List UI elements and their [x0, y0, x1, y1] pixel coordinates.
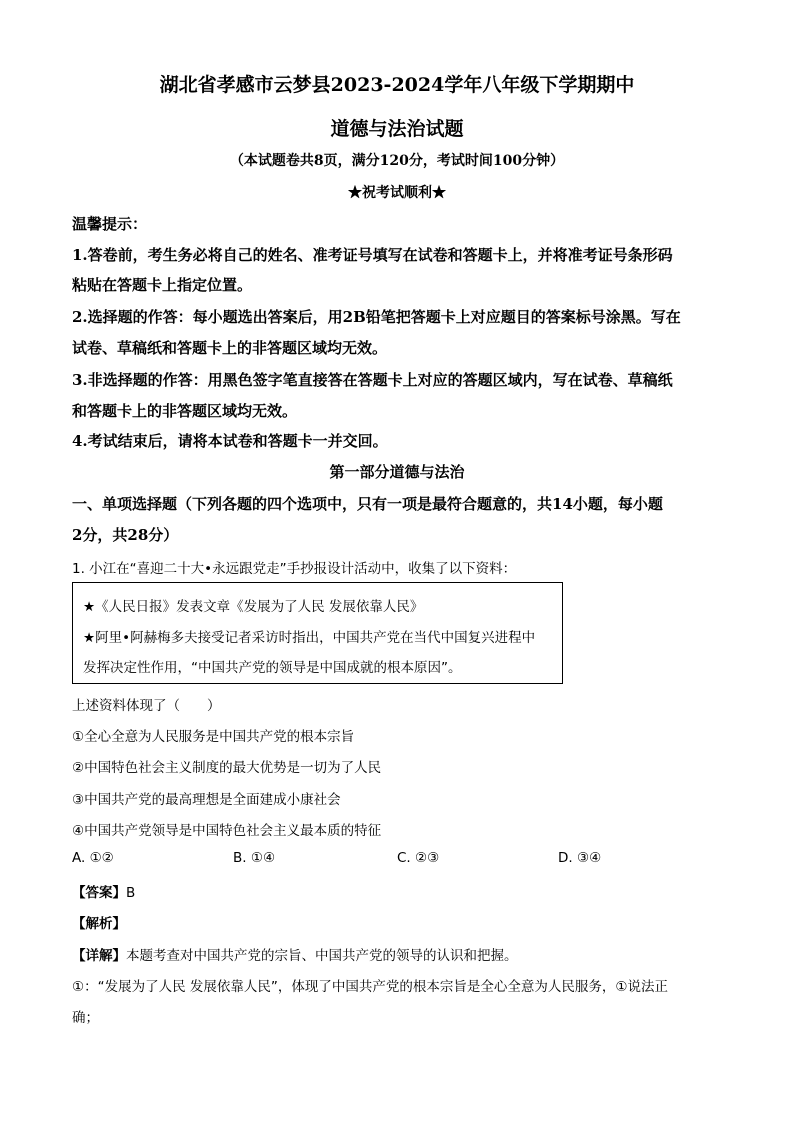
exam-title: 湖北省孝感市云梦县2023-2024学年八年级下学期期中	[159, 74, 635, 96]
option-c: C. ②③	[397, 850, 440, 866]
notes-heading: 温馨提示：	[72, 215, 148, 233]
analysis-tag	[72, 912, 126, 932]
detail-text: 本题考查对中国共产党的宗旨、中国共产党的领导的认识和把握。	[126, 948, 518, 964]
note-4: 4.考试结束后，请将本试卷和答题卡一并交回。	[72, 432, 388, 450]
note-1-line-2: 粘贴在答题卡上指定位置。	[72, 276, 253, 294]
question-1-prompt: 上述资料体现了（ ）	[72, 698, 221, 714]
material-line-2: ★阿里•阿赫梅多夫接受记者采访时指出，中国共产党在当代中国复兴进程中	[83, 630, 536, 646]
exam-subject: 道德与法治试题	[330, 118, 464, 140]
note-1-line-1: 1.答卷前，考生务必将自己的姓名、准考证号填写在试卷和答题卡上，并将准考证号条形码	[72, 246, 673, 264]
part-title: 第一部分道德与法治	[329, 463, 465, 481]
answer-tag: 【答案】	[72, 885, 126, 901]
material-line-3: 发挥决定性作用，“中国共产党的领导是中国成就的根本原因”。	[83, 660, 462, 676]
material-box	[72, 582, 563, 684]
detail-tag: 【详解】	[72, 948, 126, 964]
explanation-line-2: 确；	[72, 1010, 99, 1026]
statement-3: ③中国共产党的最高理想是全面建成小康社会	[72, 792, 341, 808]
option-d: D. ③④	[558, 850, 602, 866]
answer-line	[72, 881, 135, 901]
section-heading-line-2: 2分，共28分）	[72, 526, 179, 544]
note-3-line-2: 和答题卡上的非答题区域均无效。	[72, 402, 298, 420]
question-1-stem: 1. 小江在“喜迎二十大•永远跟党走”手抄报设计活动中，收集了以下资料：	[72, 561, 517, 577]
material-line-1: ★《人民日报》发表文章《发展为了人民 发展依靠人民》	[83, 599, 424, 615]
option-b: B. ①④	[233, 850, 276, 866]
explanation-line-1: ①：“发展为了人民 发展依靠人民”，体现了中国共产党的根本宗旨是全心全意为人民服务，①说法正	[72, 979, 668, 995]
analysis-tag-text: 【解析】	[72, 916, 126, 932]
wish-text: ★祝考试顺利★	[348, 185, 446, 201]
note-2-line-2: 试卷、草稿纸和答题卡上的非答题区域均无效。	[72, 339, 388, 357]
note-2-line-1: 2.选择题的作答：每小题选出答案后，用2B铅笔把答题卡上对应题目的答案标号涂黑。写在	[72, 308, 681, 326]
detail-line	[72, 944, 518, 964]
statement-4: ④中国共产党领导是中国特色社会主义最本质的特征	[72, 823, 382, 839]
statement-1: ①全心全意为人民服务是中国共产党的根本宗旨	[72, 729, 355, 745]
statement-2: ②中国特色社会主义制度的最大优势是一切为了人民	[72, 760, 382, 776]
answer-value: B	[126, 885, 136, 901]
section-heading-line-1: 一、单项选择题（下列各题的四个选项中，只有一项是最符合题意的，共14小题，每小题	[72, 495, 663, 513]
option-a: A. ①②	[72, 850, 114, 866]
note-3-line-1: 3.非选择题的作答：用黑色签字笔直接答在答题卡上对应的答题区域内，写在试卷、草稿纸	[72, 371, 673, 389]
exam-info: （本试题卷共8页，满分120分，考试时间100分钟）	[229, 153, 565, 169]
